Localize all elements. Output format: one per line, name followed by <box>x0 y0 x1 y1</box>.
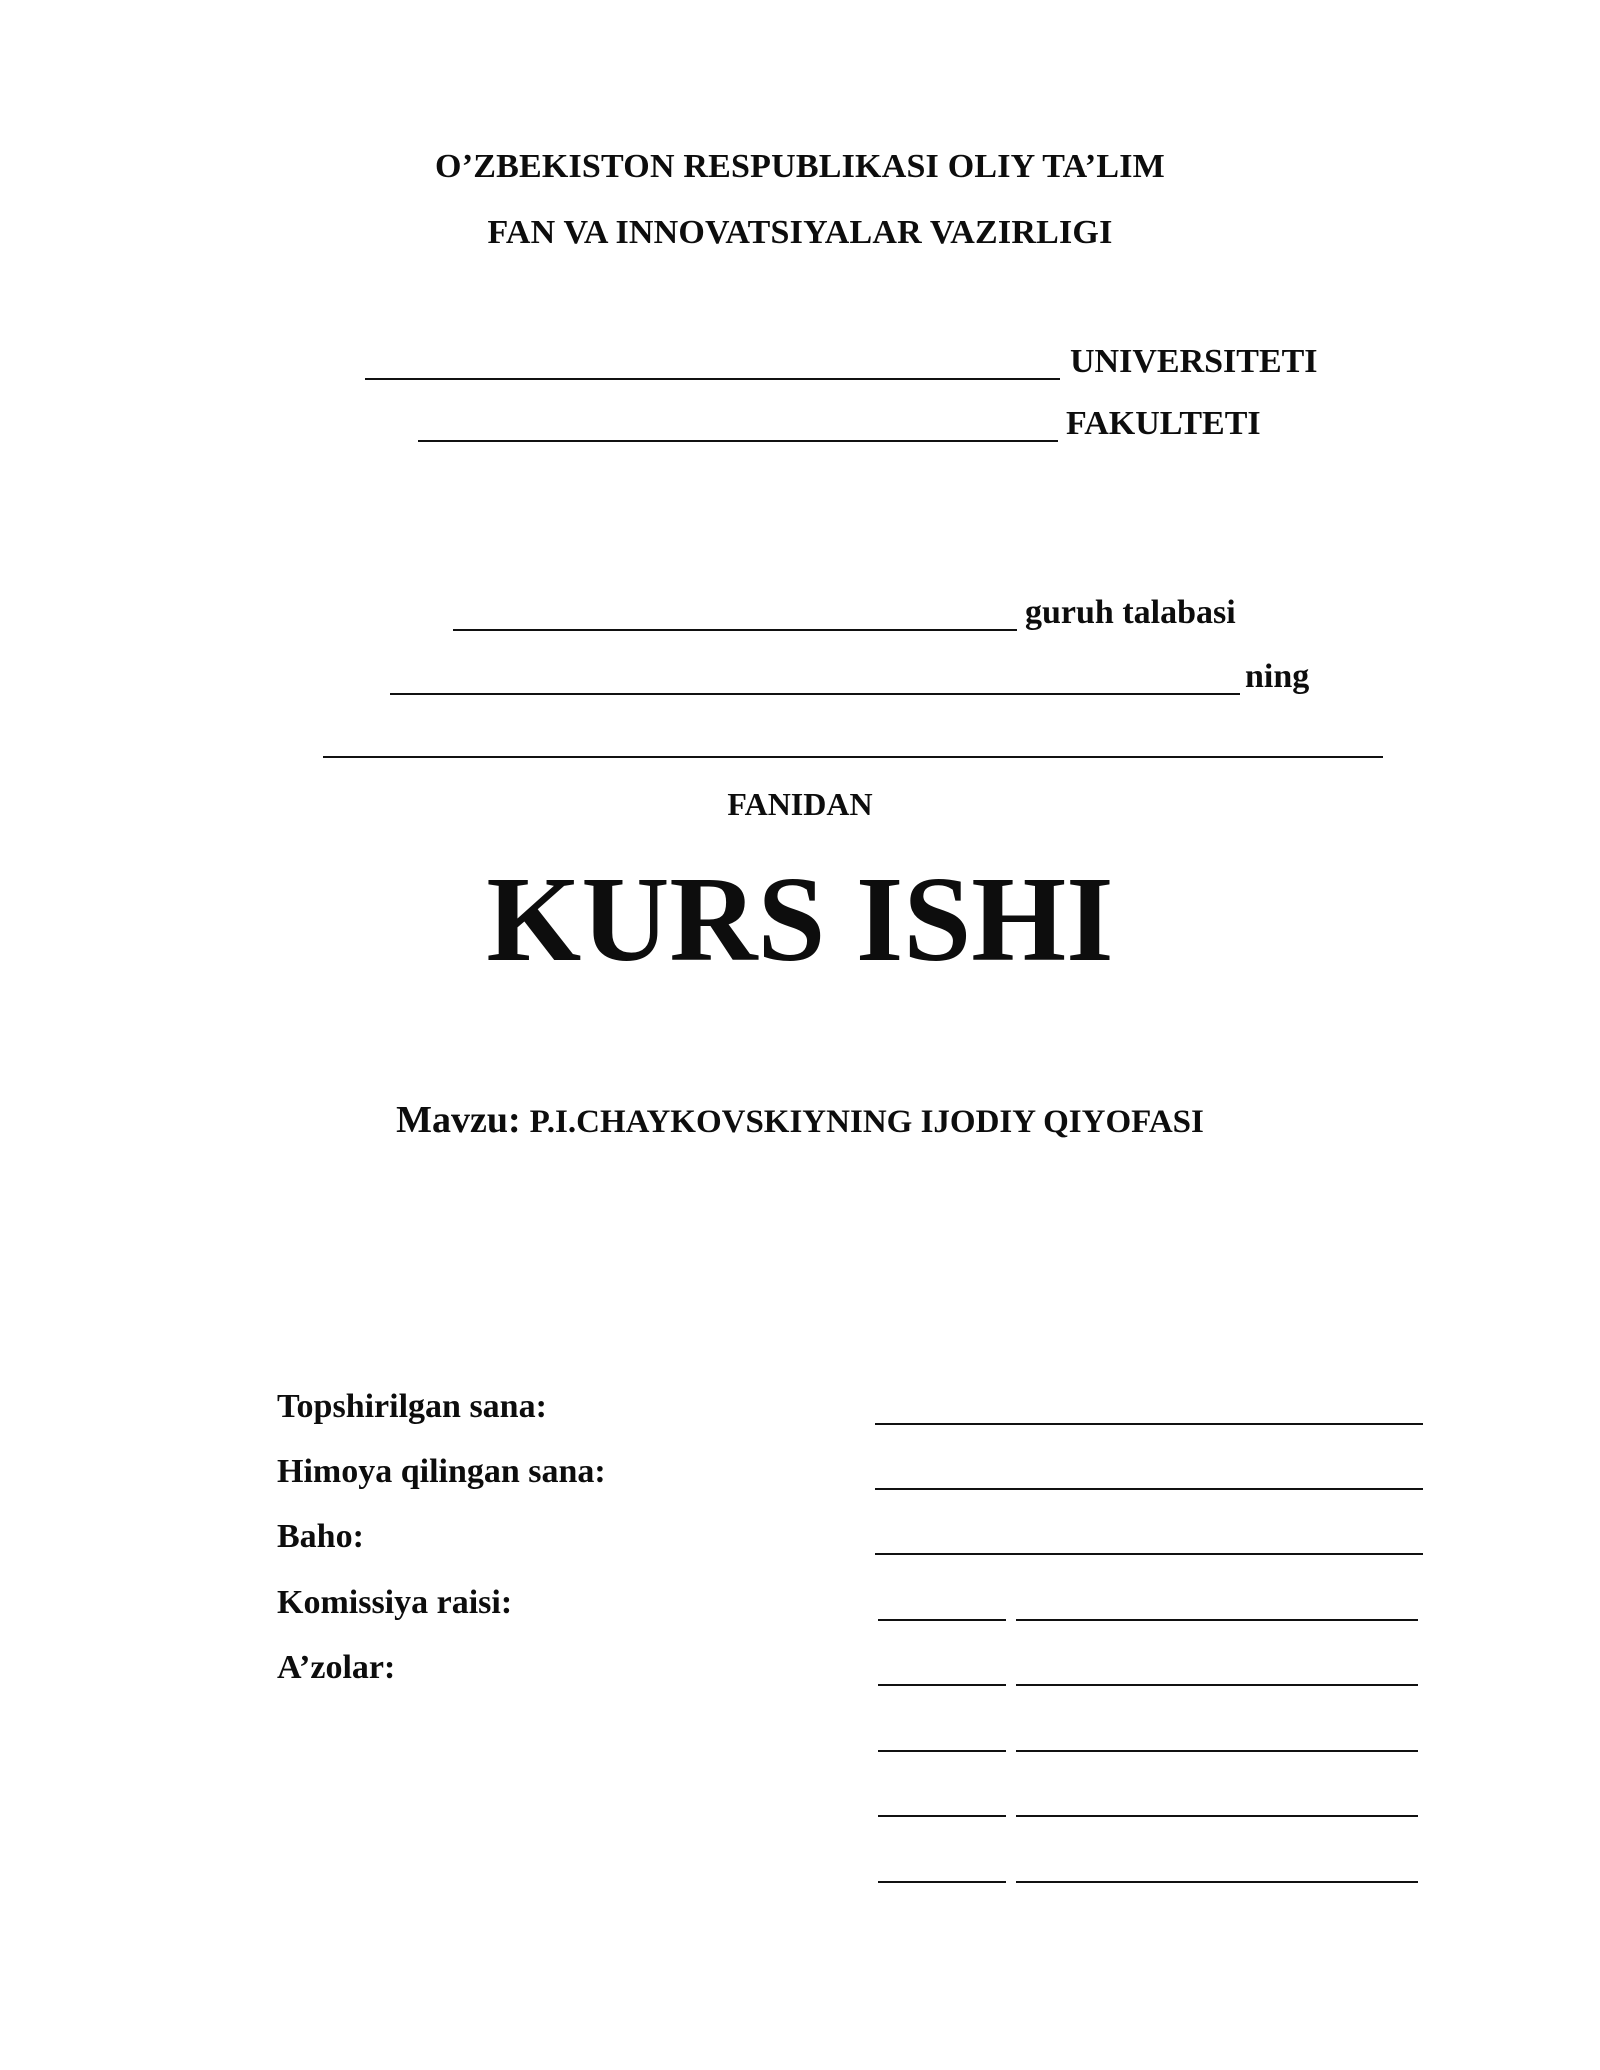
member-1-name-blank <box>1016 1684 1418 1686</box>
ministry-line-2: FAN VA INNOVATSIYALAR VAZIRLIGI <box>487 214 1113 251</box>
defended-date-blank <box>875 1488 1423 1490</box>
faculty-blank <box>418 440 1058 442</box>
submitted-date-label: Topshirilgan sana: <box>277 1388 547 1425</box>
group-blank <box>453 629 1017 631</box>
members-label: A’zolar: <box>277 1649 396 1686</box>
member-4-signature-blank <box>878 1881 1006 1883</box>
university-blank <box>365 378 1060 380</box>
submitted-date-blank <box>875 1423 1423 1425</box>
ministry-line-1: O’ZBEKISTON RESPUBLIKASI OLIY TA’LIM <box>435 148 1165 185</box>
member-1-signature-blank <box>878 1684 1006 1686</box>
topic-value: P.I.CHAYKOVSKIYNING IJODIY QIYOFASI <box>529 1104 1204 1140</box>
grade-label: Baho: <box>277 1518 364 1555</box>
commission-chair-name-blank <box>1016 1619 1418 1621</box>
commission-chair-signature-blank <box>878 1619 1006 1621</box>
student-name-blank <box>390 693 1240 695</box>
member-3-signature-blank <box>878 1815 1006 1817</box>
topic-prefix: Mavzu: <box>396 1099 521 1141</box>
member-3-name-blank <box>1016 1815 1418 1817</box>
faculty-label: FAKULTETI <box>1066 405 1261 442</box>
subject-label: FANIDAN <box>727 786 873 822</box>
commission-chair-label: Komissiya raisi: <box>277 1584 513 1621</box>
university-label: UNIVERSITETI <box>1070 343 1318 380</box>
member-2-name-blank <box>1016 1750 1418 1752</box>
grade-blank <box>875 1553 1423 1555</box>
topic-line <box>0 1098 1600 1142</box>
student-name-suffix: ning <box>1245 658 1310 695</box>
group-label: guruh talabasi <box>1025 594 1236 631</box>
subject-blank <box>323 756 1383 758</box>
member-4-name-blank <box>1016 1881 1418 1883</box>
member-2-signature-blank <box>878 1750 1006 1752</box>
defended-date-label: Himoya qilingan sana: <box>277 1453 606 1490</box>
document-title: KURS ISHI <box>486 852 1114 987</box>
